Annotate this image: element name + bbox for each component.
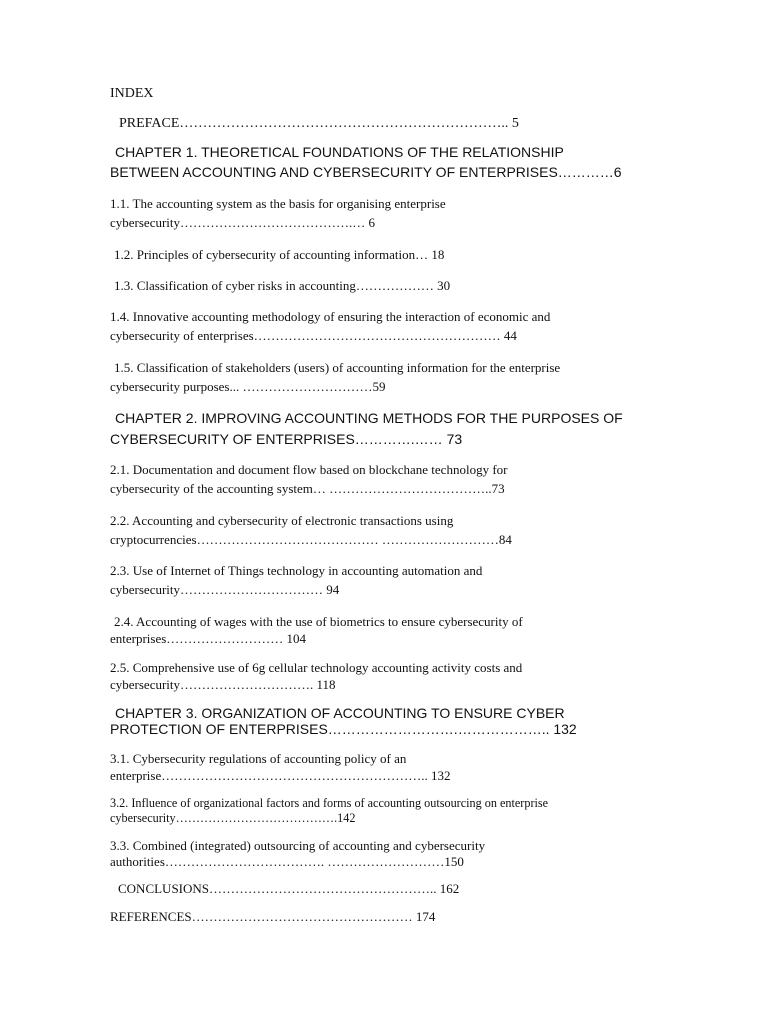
toc-entry-1-2: 1.2. Principles of cybersecurity of accounting information… 18 — [114, 247, 445, 262]
index-title: INDEX — [110, 86, 154, 101]
toc-entry-preface: PREFACE…………………………………………………………….. 5 — [119, 116, 519, 131]
toc-entry-2-5-line-2: cybersecurity…………………………. 118 — [110, 677, 336, 692]
toc-chapter-1-line-2: BETWEEN ACCOUNTING AND CYBERSECURITY OF ENTERPRISES…………6 — [110, 164, 622, 180]
toc-entry-2-2-line-1: 2.2. Accounting and cybersecurity of electronic transactions using — [110, 513, 454, 528]
toc-entry-1-1-line-1: 1.1. The accounting system as the basis for organising enterprise — [110, 196, 446, 211]
toc-entry-conclusions: CONCLUSIONS…………………………………………….. 162 — [118, 881, 460, 896]
toc-entry-references: REFERENCES…………………………………………… 174 — [110, 909, 436, 924]
toc-entry-2-1-line-2: cybersecurity of the accounting system… ………………………………..73 — [110, 481, 505, 496]
toc-entry-3-1-line-2: enterprise…………………………………………………….. 132 — [110, 768, 451, 783]
toc-entry-2-5-line-1: 2.5. Comprehensive use of 6g cellular technology accounting activity costs and — [110, 660, 523, 675]
toc-entry-1-4-line-1: 1.4. Innovative accounting methodology of ensuring the interaction of economic and — [110, 309, 551, 324]
toc-entry-3-2-line-1: 3.2. Influence of organizational factors and forms of accounting outsourcing on enterprise — [110, 796, 549, 810]
toc-chapter-3-line-1: CHAPTER 3. ORGANIZATION OF ACCOUNTING TO ENSURE CYBER — [115, 705, 565, 721]
toc-entry-2-3-line-2: cybersecurity…………………………… 94 — [110, 582, 340, 597]
toc-entry-1-1-line-2: cybersecurity………………………………….… 6 — [110, 215, 376, 230]
toc-entry-2-1-line-1: 2.1. Documentation and document flow based on blockchane technology for — [110, 462, 508, 477]
toc-entry-1-5-line-2: cybersecurity purposes... …………………………59 — [110, 379, 386, 394]
toc-entry-3-1-line-1: 3.1. Cybersecurity regulations of accounting policy of an — [110, 751, 407, 766]
toc-entry-2-3-line-1: 2.3. Use of Internet of Things technology in accounting automation and — [110, 563, 483, 578]
toc-entry-3-3-line-1: 3.3. Combined (integrated) outsourcing of accounting and cybersecurity — [110, 838, 486, 853]
toc-entry-2-4-line-1: 2.4. Accounting of wages with the use of biometrics to ensure cybersecurity of — [114, 614, 523, 629]
toc-entry-3-3-line-2: authorities………………………………. ………………………150 — [110, 854, 464, 869]
toc-entry-1-4-line-2: cybersecurity of enterprises………………………………………………… 44 — [110, 328, 517, 343]
toc-entry-1-5-line-1: 1.5. Classification of stakeholders (users) of accounting information for the enterprise — [114, 360, 561, 375]
toc-entry-1-3: 1.3. Classification of cyber risks in accounting……………… 30 — [114, 278, 451, 293]
toc-entry-2-2-line-2: cryptocurrencies…………………………………… ………………………84 — [110, 532, 512, 547]
toc-entry-2-4-line-2: enterprises……………………… 104 — [110, 631, 307, 646]
toc-chapter-1-line-1: CHAPTER 1. THEORETICAL FOUNDATIONS OF THE RELATIONSHIP — [115, 144, 564, 160]
toc-chapter-2-line-1: CHAPTER 2. IMPROVING ACCOUNTING METHODS FOR THE PURPOSES OF — [115, 410, 623, 426]
toc-chapter-3-line-2: PROTECTION OF ENTERPRISES……………………….……………….. 132 — [110, 721, 577, 737]
toc-chapter-2-line-2: CYBERSECURITY OF ENTERPRISES………….…… 73 — [110, 431, 463, 447]
toc-entry-3-2-line-2: cybersecurity………………………………….142 — [110, 811, 356, 825]
